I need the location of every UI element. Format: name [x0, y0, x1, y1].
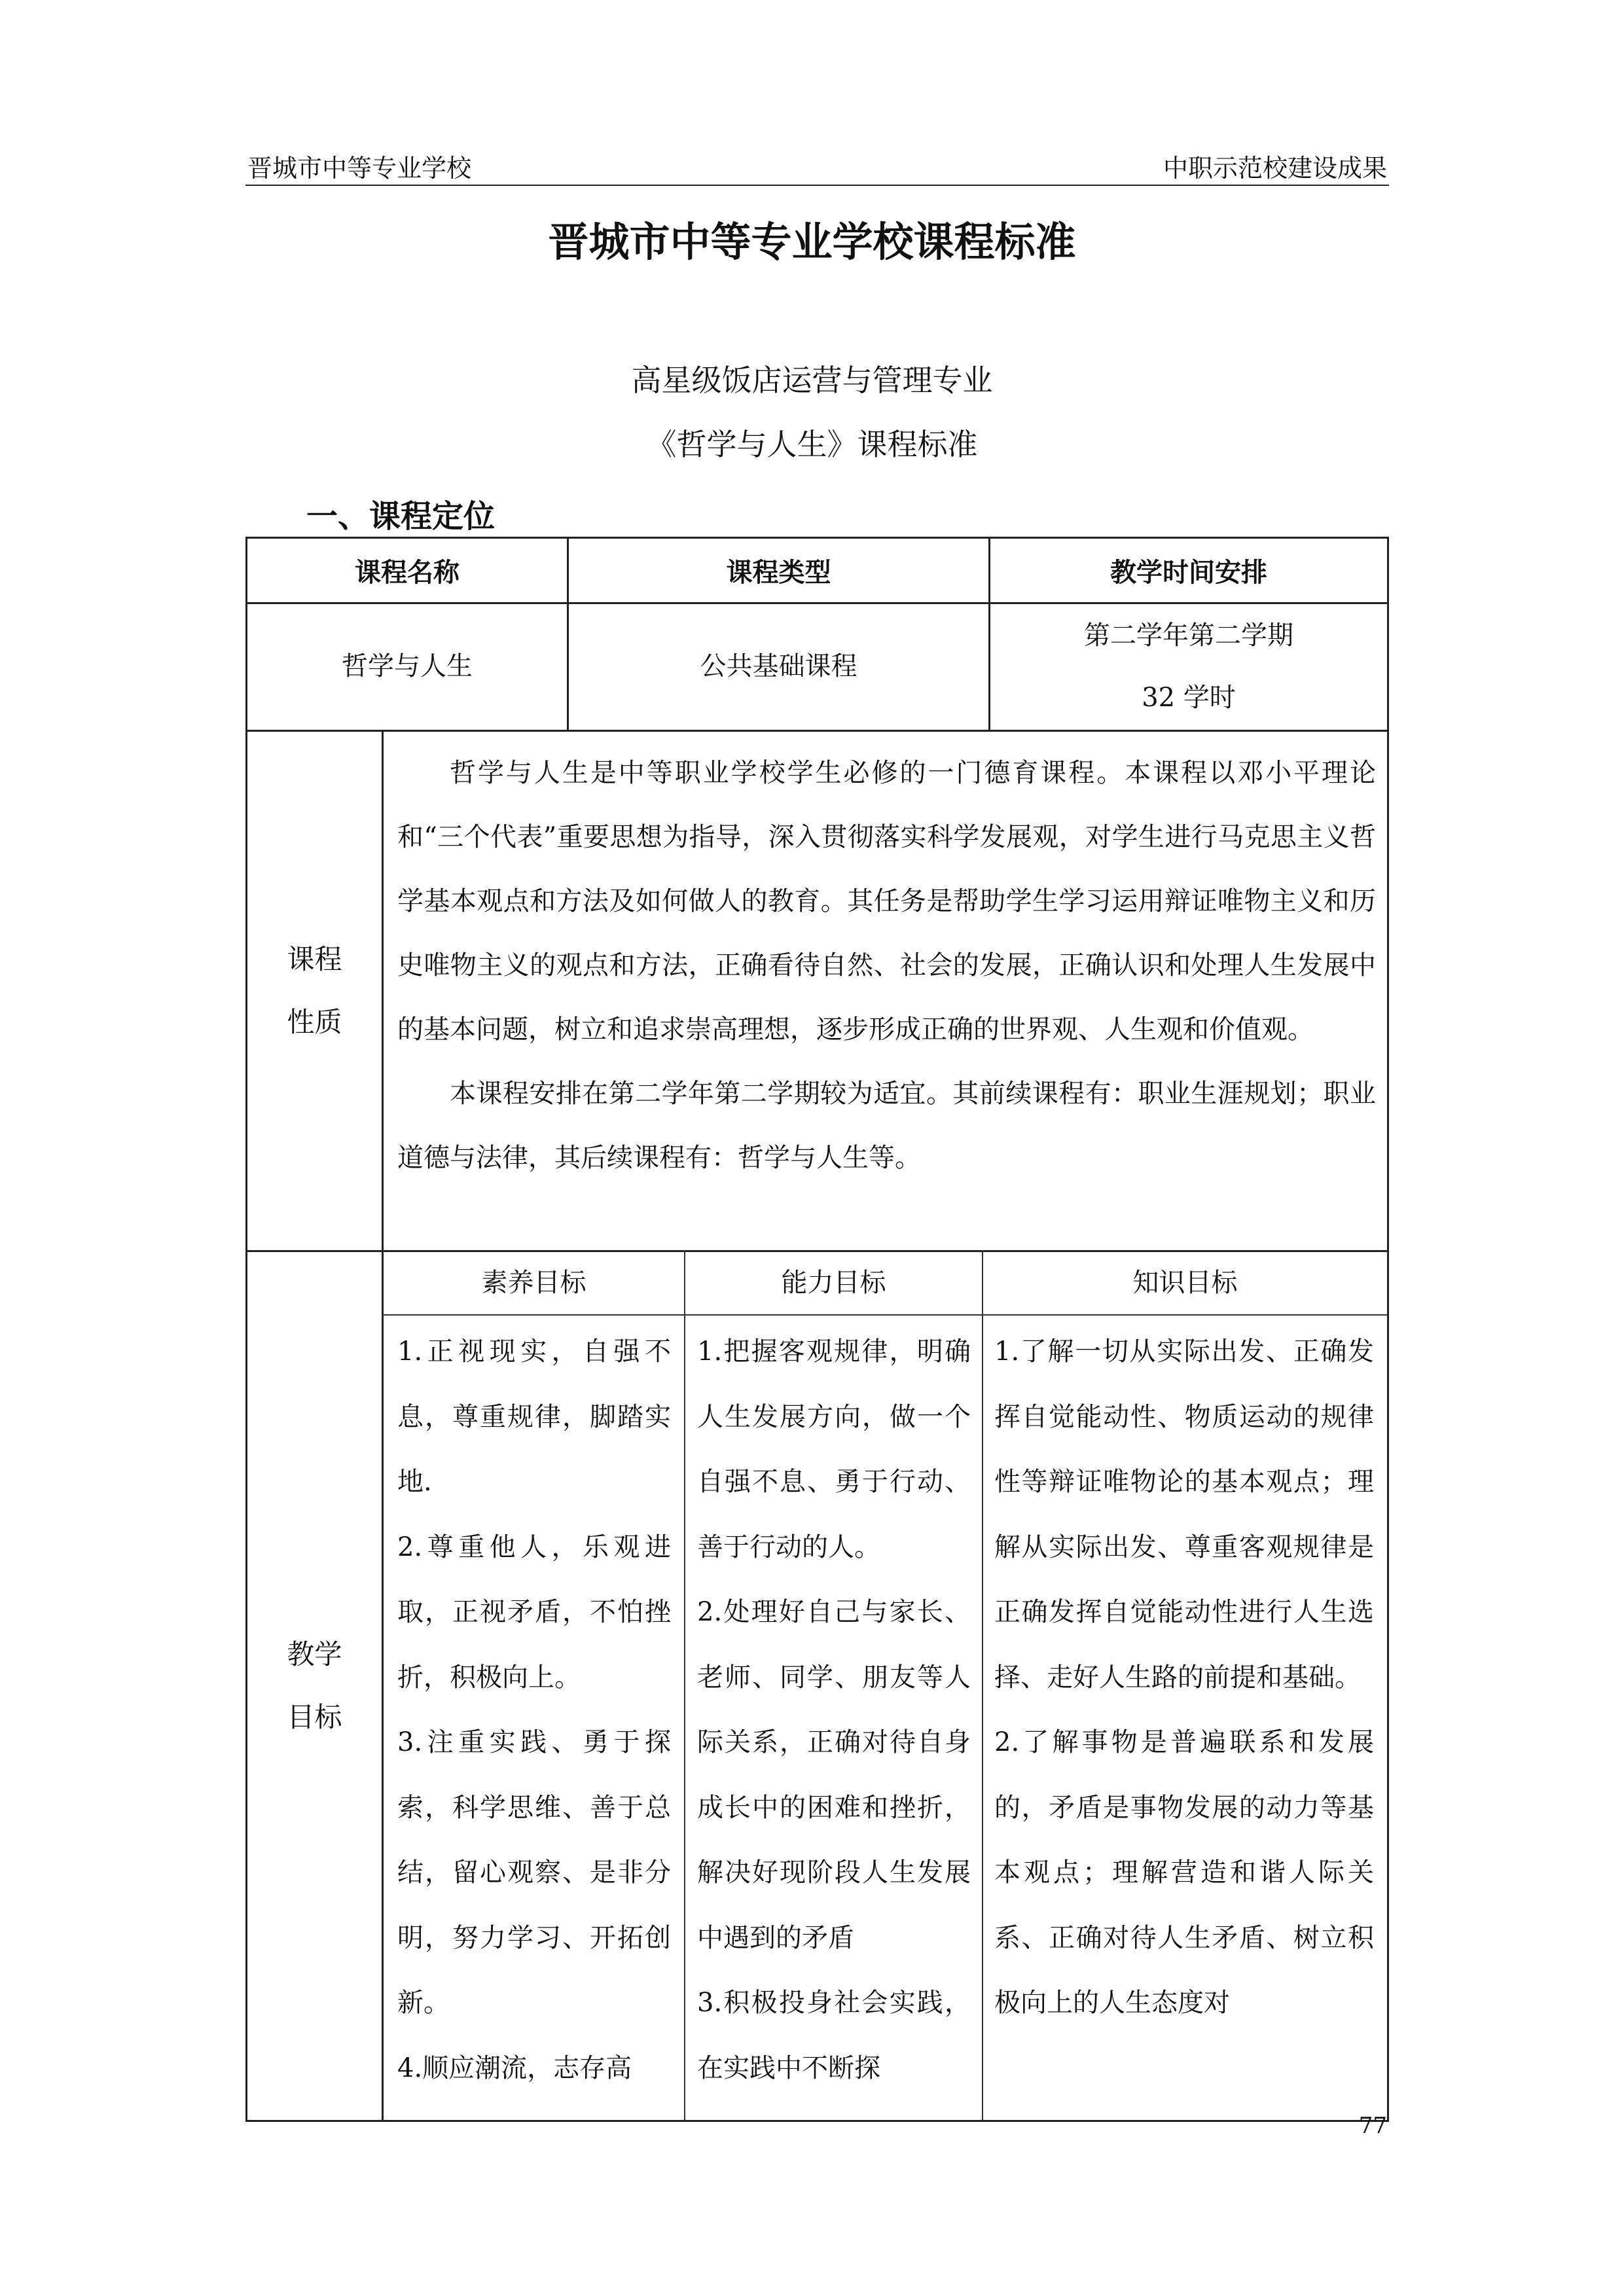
objectives-label-line2: 目标 [287, 1700, 342, 1733]
objectives-header-rule [382, 1314, 1388, 1316]
header-project-name: 中职示范校建设成果 [1163, 154, 1387, 183]
nature-paragraph-1: 哲学与人生是中等职业学校学生必修的一门德育课程。本课程以邓小平理论和“三个代表”重要思想为指导，深入贯彻落实科学发展观，对学生进行马克思主义哲学基本观点和方法及如何做人的教育。其任务是帮助学生学习运用辩证唯物主义和历史唯物主义的观点和方法，正确看待自然、社会的发展，正确认识和处理人生发展中的基本问题，树立和追求崇高理想，逐步形成正确的世界观、人生观和价值观。 [397, 758, 1376, 1045]
header-rule [245, 185, 1389, 186]
ability-item-3: 3.积极投身社会实践，在实践中不断探 [697, 1988, 971, 2083]
page-number: 77 [1358, 2113, 1387, 2139]
table-border-right [1387, 537, 1389, 2121]
course-type-value [569, 603, 988, 730]
column-header-course-type: 课程类型 [726, 557, 831, 588]
nature-label-line2: 性质 [287, 1005, 342, 1038]
course-name-value [247, 603, 567, 730]
objectives-header-knowledge: 知识目标 [1132, 1268, 1238, 1298]
ability-item-2: 2.处理好自己与家长、老师、同学、朋友等人际关系，正确对待自身成长中的困难和挫折，解决好现阶段人生发展中遇到的矛盾 [697, 1597, 971, 1953]
objectives-header-ability: 能力目标 [781, 1268, 886, 1298]
knowledge-item-2: 2.了解事物是普遍联系和发展的，矛盾是事物发展的动力等基本观点；理解营造和谐人际关系、正确对待人生矛盾、树立积极向上的人生态度对 [994, 1727, 1374, 2018]
schedule-term: 第二学年第二学期 [1084, 620, 1293, 651]
course-type-text: 公共基础课程 [700, 651, 857, 681]
section-heading: 一、课程定位 [306, 498, 496, 535]
knowledge-item-1: 1.了解一切从实际出发、正确发挥自觉能动性、物质运动的规律性等辩证唯物论的基本观点；理解从实际出发、尊重客观规律是正确发挥自觉能动性进行人生选择、走好人生路的前提和基础。 [994, 1336, 1374, 1693]
literacy-item-2: 2.尊重他人，乐观进取，正视矛盾，不怕挫折，积极向上。 [397, 1532, 671, 1693]
column-header-schedule: 教学时间安排 [1110, 557, 1267, 588]
objectives-column-rule [684, 1250, 685, 2120]
ability-objectives [697, 1319, 971, 2101]
nature-content [397, 741, 1376, 1190]
knowledge-objectives [994, 1319, 1374, 2036]
objectives-header-literacy: 素养目标 [481, 1268, 586, 1298]
table-border-bottom [245, 2120, 1389, 2122]
objectives-column-rule [982, 1250, 983, 2120]
nature-label-line1: 课程 [287, 942, 342, 975]
schedule-value [990, 603, 1387, 730]
nature-label [247, 731, 382, 1250]
objectives-label-line1: 教学 [287, 1638, 342, 1670]
ability-item-1: 1.把握客观规律，明确人生发展方向，做一个自强不息、勇于行动、善于行动的人。 [697, 1336, 971, 1562]
objectives-label [247, 1251, 382, 2120]
literacy-item-3: 3.注重实践、勇于探索，科学思维、善于总结，留心观察、是非分明，努力学习、开拓创新。 [397, 1727, 671, 2018]
literacy-objectives [397, 1319, 671, 2101]
literacy-item-1: 1.正视现实，自强不息，尊重规律，脚踏实地. [397, 1336, 671, 1497]
subtitle-course: 《哲学与人生》课程标准 [646, 427, 978, 462]
header-school-name: 晋城市中等专业学校 [247, 154, 472, 183]
nature-paragraph-2: 本课程安排在第二学年第二学期较为适宜。其前续课程有：职业生涯规划；职业道德与法律，其后续课程有：哲学与人生等。 [397, 1079, 1376, 1173]
table-rule [245, 730, 1389, 732]
page-title: 晋城市中等专业学校课程标准 [548, 218, 1076, 266]
table-rule [382, 730, 384, 2120]
subtitle-major: 高星级饭店运营与管理专业 [631, 363, 993, 398]
schedule-hours: 32 学时 [1142, 682, 1236, 713]
column-header-course-name: 课程名称 [355, 557, 460, 588]
course-name-text: 哲学与人生 [342, 651, 473, 681]
literacy-item-4: 4.顺应潮流，志存高 [397, 2053, 632, 2083]
